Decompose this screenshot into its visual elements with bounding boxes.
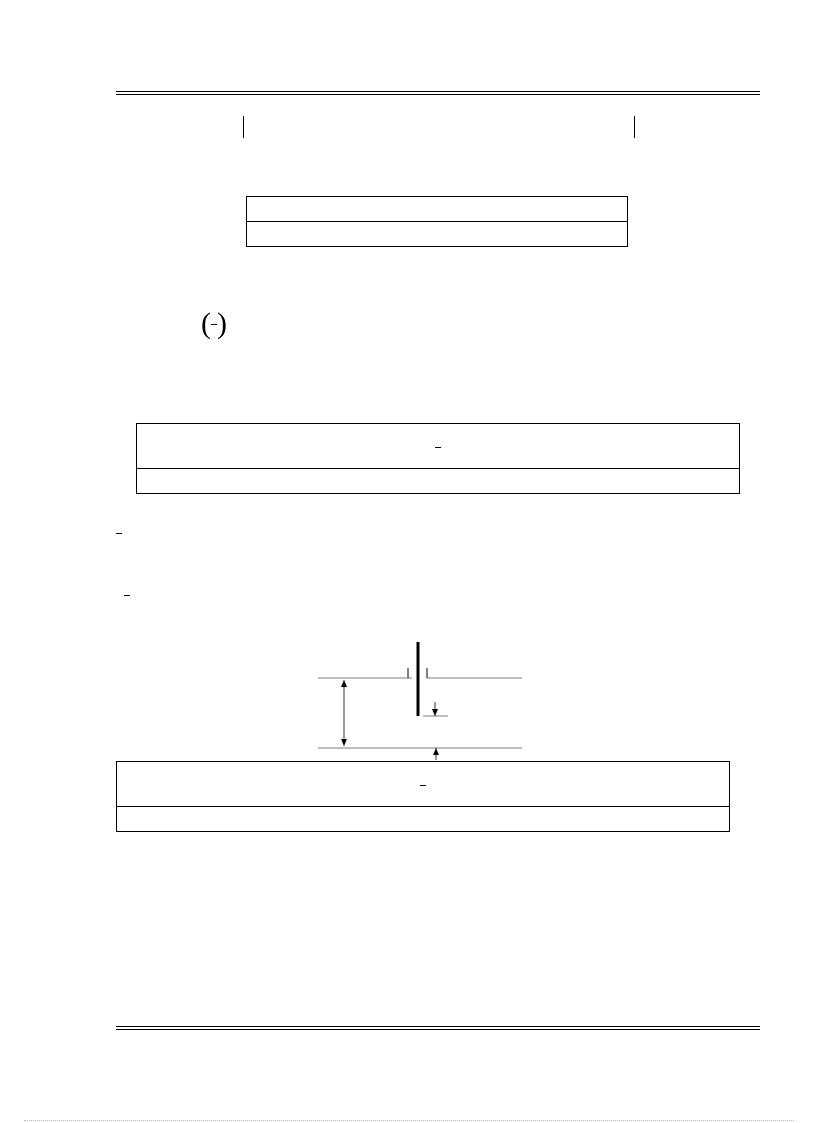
- header-rule-thin: [116, 94, 760, 95]
- table-b-d-label: [247, 197, 628, 222]
- d-arrow-bottom: [341, 739, 347, 746]
- table-3-ratio-header: [117, 762, 730, 807]
- header-rule-thick: [116, 91, 760, 92]
- table-c: [136, 423, 740, 494]
- formula-5-38: ( ): [201, 307, 227, 340]
- table-c-zeta-label: [137, 469, 740, 494]
- footer-rule-thin: [116, 1029, 760, 1030]
- footer-rule-thick: [116, 1026, 760, 1027]
- table-b: [246, 196, 628, 247]
- table-b-zeta-label: [247, 222, 628, 247]
- section-3-heading: [116, 573, 130, 617]
- note-fraction: [116, 524, 122, 540]
- d-arrow-top: [341, 680, 347, 687]
- gate-diagram: [300, 630, 540, 770]
- table-3: [116, 761, 730, 832]
- table-c-ratio-header: [137, 424, 740, 469]
- page-bottom-dots: [24, 1120, 794, 1121]
- table-3-zeta-label: [117, 807, 730, 832]
- note-alpha: [116, 503, 760, 523]
- h-arrow-bottom: [433, 748, 439, 755]
- h-arrow-top: [432, 709, 438, 716]
- top-xi-row: [243, 116, 635, 138]
